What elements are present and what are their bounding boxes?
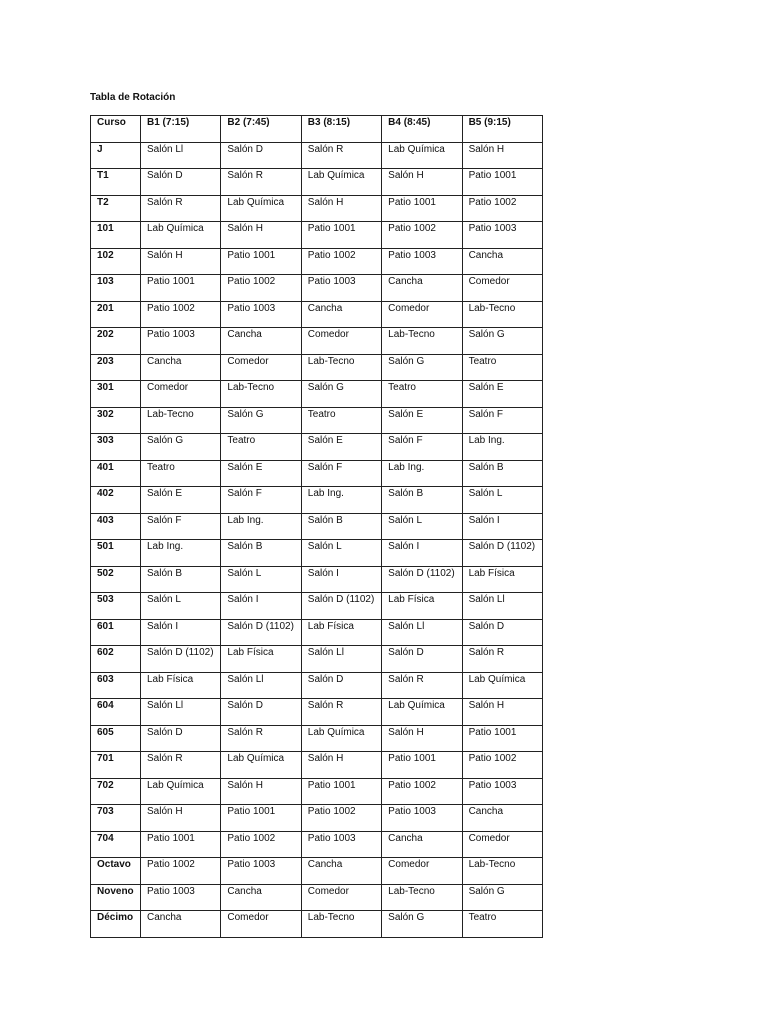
block-cell: Salón Ll — [141, 142, 221, 169]
block-cell: Salón R — [301, 142, 381, 169]
block-cell: Comedor — [462, 275, 542, 302]
table-row — [91, 142, 543, 169]
table-row — [91, 407, 543, 434]
block-cell: Salón I — [382, 540, 462, 567]
block-cell: Lab Química — [382, 142, 462, 169]
block-cell: Salón F — [382, 434, 462, 461]
curso-cell: 601 — [91, 619, 141, 646]
block-cell: Patio 1002 — [221, 831, 301, 858]
rotation-table — [90, 115, 543, 938]
block-cell: Patio 1001 — [462, 169, 542, 196]
block-cell: Salón F — [462, 407, 542, 434]
curso-cell: 701 — [91, 752, 141, 779]
block-cell: Teatro — [221, 434, 301, 461]
curso-cell: 401 — [91, 460, 141, 487]
block-cell: Cancha — [141, 354, 221, 381]
block-cell: Lab-Tecno — [141, 407, 221, 434]
block-cell: Patio 1002 — [301, 248, 381, 275]
block-cell: Salón E — [301, 434, 381, 461]
block-cell: Cancha — [462, 248, 542, 275]
block-cell: Salón D — [301, 672, 381, 699]
block-cell: Patio 1002 — [141, 301, 221, 328]
block-cell: Salón B — [462, 460, 542, 487]
block-cell: Salón D (1102) — [382, 566, 462, 593]
block-cell: Salón E — [221, 460, 301, 487]
block-cell: Salón E — [382, 407, 462, 434]
curso-cell: 202 — [91, 328, 141, 355]
block-cell: Lab-Tecno — [382, 884, 462, 911]
curso-cell: 604 — [91, 699, 141, 726]
table-row — [91, 884, 543, 911]
block-cell: Patio 1001 — [141, 275, 221, 302]
table-row — [91, 222, 543, 249]
block-cell: Lab Física — [221, 646, 301, 673]
block-cell: Patio 1003 — [382, 248, 462, 275]
block-cell: Salón L — [141, 593, 221, 620]
block-cell: Teatro — [301, 407, 381, 434]
block-cell: Cancha — [462, 805, 542, 832]
table-row — [91, 911, 543, 938]
block-cell: Salón G — [462, 328, 542, 355]
curso-cell: 602 — [91, 646, 141, 673]
block-cell: Salón B — [301, 513, 381, 540]
block-cell: Comedor — [382, 858, 462, 885]
curso-cell: 301 — [91, 381, 141, 408]
table-row — [91, 248, 543, 275]
header-cell-b2: B2 (7:45) — [221, 116, 301, 143]
rotation-table-body — [91, 116, 543, 938]
block-cell: Patio 1001 — [221, 805, 301, 832]
curso-cell: Décimo — [91, 911, 141, 938]
table-row — [91, 434, 543, 461]
block-cell: Patio 1003 — [462, 778, 542, 805]
block-cell: Salón E — [462, 381, 542, 408]
block-cell: Cancha — [141, 911, 221, 938]
block-cell: Salón I — [141, 619, 221, 646]
block-cell: Cancha — [221, 884, 301, 911]
block-cell: Salón D — [141, 169, 221, 196]
table-row — [91, 646, 543, 673]
block-cell: Salón H — [141, 248, 221, 275]
curso-cell: 303 — [91, 434, 141, 461]
table-row — [91, 328, 543, 355]
block-cell: Salón R — [382, 672, 462, 699]
block-cell: Patio 1003 — [301, 831, 381, 858]
curso-cell: 502 — [91, 566, 141, 593]
block-cell: Patio 1003 — [221, 858, 301, 885]
curso-cell: 503 — [91, 593, 141, 620]
block-cell: Cancha — [382, 831, 462, 858]
block-cell: Salón D — [462, 619, 542, 646]
block-cell: Salón R — [221, 169, 301, 196]
block-cell: Patio 1001 — [301, 222, 381, 249]
curso-cell: 103 — [91, 275, 141, 302]
curso-cell: 102 — [91, 248, 141, 275]
curso-cell: Octavo — [91, 858, 141, 885]
block-cell: Lab Física — [382, 593, 462, 620]
block-cell: Salón H — [221, 778, 301, 805]
header-cell-curso: Curso — [91, 116, 141, 143]
table-row — [91, 752, 543, 779]
block-cell: Salón D (1102) — [301, 593, 381, 620]
curso-cell: 402 — [91, 487, 141, 514]
block-cell: Salón R — [141, 195, 221, 222]
header-cell-b1: B1 (7:15) — [141, 116, 221, 143]
block-cell: Salón Ll — [382, 619, 462, 646]
block-cell: Lab Ing. — [141, 540, 221, 567]
block-cell: Patio 1002 — [382, 778, 462, 805]
block-cell: Salón D (1102) — [141, 646, 221, 673]
block-cell: Teatro — [382, 381, 462, 408]
block-cell: Salón Ll — [301, 646, 381, 673]
curso-cell: T2 — [91, 195, 141, 222]
curso-cell: T1 — [91, 169, 141, 196]
block-cell: Cancha — [301, 301, 381, 328]
block-cell: Lab Ing. — [382, 460, 462, 487]
header-cell-b5: B5 (9:15) — [462, 116, 542, 143]
block-cell: Lab Química — [221, 195, 301, 222]
block-cell: Teatro — [462, 354, 542, 381]
curso-cell: 703 — [91, 805, 141, 832]
curso-cell: 203 — [91, 354, 141, 381]
block-cell: Comedor — [301, 328, 381, 355]
curso-cell: 302 — [91, 407, 141, 434]
block-cell: Comedor — [141, 381, 221, 408]
block-cell: Patio 1002 — [462, 752, 542, 779]
block-cell: Lab Física — [462, 566, 542, 593]
table-row — [91, 169, 543, 196]
block-cell: Salón Ll — [462, 593, 542, 620]
block-cell: Comedor — [462, 831, 542, 858]
block-cell: Patio 1001 — [301, 778, 381, 805]
block-cell: Lab Ing. — [301, 487, 381, 514]
block-cell: Salón L — [462, 487, 542, 514]
block-cell: Salón R — [462, 646, 542, 673]
table-row — [91, 460, 543, 487]
block-cell: Salón B — [382, 487, 462, 514]
block-cell: Lab Química — [462, 672, 542, 699]
table-row — [91, 540, 543, 567]
block-cell: Patio 1003 — [141, 884, 221, 911]
block-cell: Salón H — [301, 752, 381, 779]
block-cell: Lab Ing. — [221, 513, 301, 540]
table-row — [91, 858, 543, 885]
table-row — [91, 778, 543, 805]
table-row — [91, 301, 543, 328]
table-row — [91, 275, 543, 302]
block-cell: Salón D (1102) — [221, 619, 301, 646]
block-cell: Patio 1002 — [382, 222, 462, 249]
block-cell: Salón G — [382, 354, 462, 381]
header-cell-b4: B4 (8:45) — [382, 116, 462, 143]
block-cell: Salón H — [301, 195, 381, 222]
block-cell: Salón H — [221, 222, 301, 249]
block-cell: Salón R — [141, 752, 221, 779]
block-cell: Salón I — [221, 593, 301, 620]
block-cell: Lab Química — [301, 169, 381, 196]
block-cell: Cancha — [382, 275, 462, 302]
curso-cell: 403 — [91, 513, 141, 540]
block-cell: Lab-Tecno — [382, 328, 462, 355]
block-cell: Salón R — [221, 725, 301, 752]
curso-cell: 101 — [91, 222, 141, 249]
table-row — [91, 381, 543, 408]
block-cell: Salón H — [462, 142, 542, 169]
block-cell: Lab Química — [382, 699, 462, 726]
block-cell: Patio 1002 — [301, 805, 381, 832]
table-row — [91, 805, 543, 832]
block-cell: Salón F — [141, 513, 221, 540]
table-row — [91, 513, 543, 540]
block-cell: Salón H — [141, 805, 221, 832]
block-cell: Patio 1001 — [382, 195, 462, 222]
block-cell: Patio 1003 — [141, 328, 221, 355]
block-cell: Salón E — [141, 487, 221, 514]
block-cell: Salón I — [301, 566, 381, 593]
block-cell: Comedor — [221, 911, 301, 938]
block-cell: Patio 1001 — [462, 725, 542, 752]
block-cell: Lab-Tecno — [301, 354, 381, 381]
table-row — [91, 831, 543, 858]
block-cell: Lab-Tecno — [462, 858, 542, 885]
block-cell: Cancha — [301, 858, 381, 885]
header-cell-b3: B3 (8:15) — [301, 116, 381, 143]
block-cell: Salón F — [301, 460, 381, 487]
table-row — [91, 354, 543, 381]
block-cell: Salón G — [221, 407, 301, 434]
document-title: Tabla de Rotación — [90, 92, 176, 103]
block-cell: Patio 1002 — [221, 275, 301, 302]
block-cell: Salón Ll — [141, 699, 221, 726]
block-cell: Lab Física — [141, 672, 221, 699]
block-cell: Salón L — [301, 540, 381, 567]
block-cell: Salón B — [221, 540, 301, 567]
block-cell: Lab-Tecno — [462, 301, 542, 328]
table-row — [91, 593, 543, 620]
block-cell: Cancha — [221, 328, 301, 355]
block-cell: Salón G — [382, 911, 462, 938]
table-row — [91, 672, 543, 699]
block-cell: Lab Ing. — [462, 434, 542, 461]
block-cell: Salón H — [382, 725, 462, 752]
block-cell: Salón I — [462, 513, 542, 540]
block-cell: Patio 1001 — [382, 752, 462, 779]
table-row — [91, 566, 543, 593]
block-cell: Salón F — [221, 487, 301, 514]
block-cell: Salón G — [301, 381, 381, 408]
block-cell: Lab Química — [141, 222, 221, 249]
block-cell: Lab-Tecno — [221, 381, 301, 408]
block-cell: Patio 1002 — [141, 858, 221, 885]
table-row — [91, 619, 543, 646]
block-cell: Patio 1003 — [462, 222, 542, 249]
block-cell: Salón D — [221, 142, 301, 169]
block-cell: Salón D (1102) — [462, 540, 542, 567]
curso-cell: 704 — [91, 831, 141, 858]
curso-cell: 702 — [91, 778, 141, 805]
block-cell: Patio 1001 — [221, 248, 301, 275]
block-cell: Salón Ll — [221, 672, 301, 699]
block-cell: Patio 1002 — [462, 195, 542, 222]
table-row — [91, 699, 543, 726]
block-cell: Comedor — [221, 354, 301, 381]
table-header-row — [91, 116, 543, 143]
block-cell: Lab Química — [221, 752, 301, 779]
curso-cell: 605 — [91, 725, 141, 752]
block-cell: Teatro — [462, 911, 542, 938]
curso-cell: Noveno — [91, 884, 141, 911]
block-cell: Patio 1001 — [141, 831, 221, 858]
block-cell: Patio 1003 — [382, 805, 462, 832]
curso-cell: 603 — [91, 672, 141, 699]
curso-cell: J — [91, 142, 141, 169]
table-row — [91, 725, 543, 752]
block-cell: Patio 1003 — [221, 301, 301, 328]
block-cell: Salón B — [141, 566, 221, 593]
block-cell: Salón L — [221, 566, 301, 593]
block-cell: Lab Química — [301, 725, 381, 752]
block-cell: Salón D — [141, 725, 221, 752]
table-row — [91, 195, 543, 222]
block-cell: Teatro — [141, 460, 221, 487]
block-cell: Salón H — [382, 169, 462, 196]
block-cell: Salón L — [382, 513, 462, 540]
block-cell: Salón D — [221, 699, 301, 726]
block-cell: Comedor — [382, 301, 462, 328]
block-cell: Lab Química — [141, 778, 221, 805]
block-cell: Salón D — [382, 646, 462, 673]
table-row — [91, 487, 543, 514]
block-cell: Lab-Tecno — [301, 911, 381, 938]
block-cell: Salón G — [141, 434, 221, 461]
block-cell: Comedor — [301, 884, 381, 911]
block-cell: Lab Física — [301, 619, 381, 646]
curso-cell: 201 — [91, 301, 141, 328]
block-cell: Salón R — [301, 699, 381, 726]
block-cell: Salón G — [462, 884, 542, 911]
block-cell: Salón H — [462, 699, 542, 726]
curso-cell: 501 — [91, 540, 141, 567]
block-cell: Patio 1003 — [301, 275, 381, 302]
